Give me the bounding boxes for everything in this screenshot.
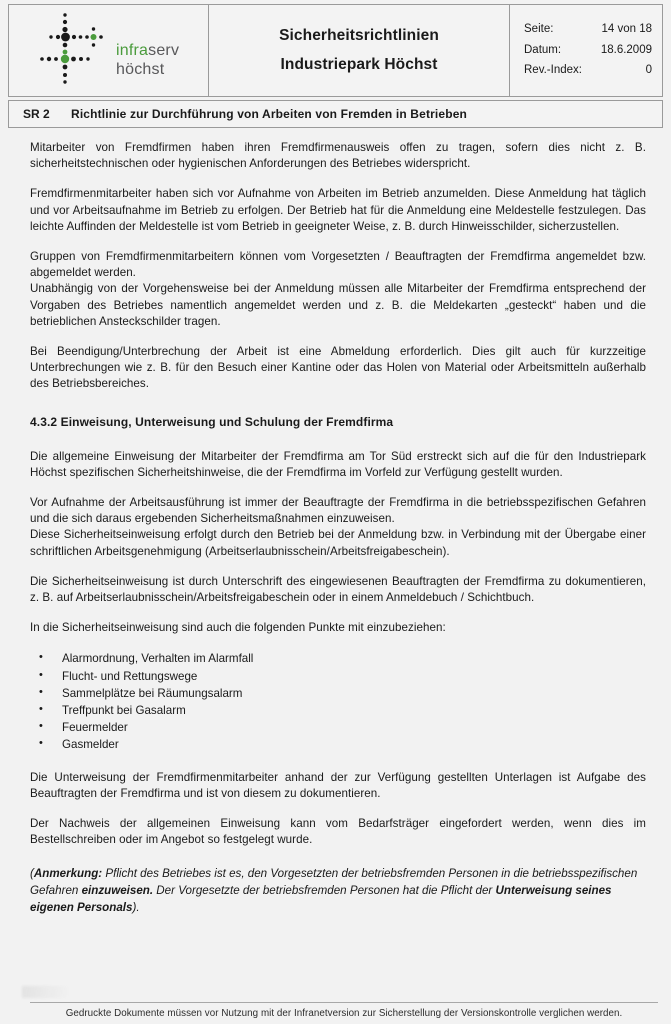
paragraph-11: Die Unterweisung der Fremdfirmenmitarbeiter anhand der zur Verfügung gestellten Unterlagen ist Aufgabe des Beauftragten der Fremdfirma und ist von diesem zu dokumentieren.	[30, 770, 646, 800]
subheader-code: SR 2	[23, 107, 50, 121]
meta-row-date	[524, 45, 652, 57]
footer-text: Gedruckte Dokumente müssen vor Nutzung mit der Infranetversion zur Sicherstellung der Versionskontrolle verglichen werden.	[65, 1008, 623, 1019]
header-meta-cell	[510, 5, 662, 96]
paragraph-9: Die Sicherheitseinweisung ist durch Unterschrift des eingewiesenen Beauftragten der Fremdfirma zu dokumentieren, z. B. auf Arbeitserlaubnisschein/Arbeitsfreigabeschein oder in einem Anmeldebuch / Schichtbuch.	[30, 574, 646, 605]
paragraph-6: Die allgemeine Einweisung der Mitarbeiter der Fremdfirma am Tor Süd erstreckt sich auf die für den Industriepark Höchst spezifischen Sicherheitshinweise, die der Fremdfirma im Vorfeld zur Verfügung gestellt wurden.	[30, 449, 646, 479]
safety-briefing-bullet-list	[30, 650, 646, 753]
logo-wordmark	[116, 41, 179, 79]
remark-note	[30, 865, 646, 916]
note-text-a: Pflicht des Betriebes ist es, den Vorgesetzten der betriebsfremden Personen in die betriebsspezifischen Gefahren	[30, 866, 638, 897]
list-item: • Flucht- und Rettungswege	[30, 668, 646, 685]
note-bold-lead: Anmerkung:	[33, 866, 103, 880]
list-item: • Sammelplätze bei Räumungsalarm	[30, 685, 646, 702]
list-item: • Treffpunkt bei Gasalarm	[30, 702, 646, 719]
note-open-paren: (	[30, 866, 34, 880]
infraserv-logo	[39, 11, 199, 91]
document-body	[30, 140, 646, 916]
meta-label-date: Datum:	[524, 43, 562, 56]
document-title-line-1: Sicherheitsrichtlinien	[279, 27, 439, 45]
paragraph-8: Diese Sicherheitseinweisung erfolgt durch den Betrieb bei der Anmeldung bzw. in Verbindung mit der Übergabe einer schriftlichen Arbeitsgenehmigung (Arbeitserlaubnisschein/Arbeitsfreigabeschein).	[30, 528, 646, 558]
logo-word-infra: infra	[116, 42, 149, 59]
logo-word-hoechst: höchst	[116, 61, 165, 78]
list-item: • Alarmordnung, Verhalten im Alarmfall	[30, 650, 646, 667]
paragraph-12: Der Nachweis der allgemeinen Einweisung kann vom Bedarfsträger eingefordert werden, wenn dies im Bestellschreiben oder im Angebot so festgelegt wurde.	[30, 817, 646, 847]
paragraph-7: Vor Aufnahme der Arbeitsausführung ist immer der Beauftragte der Fremdfirma in die betriebsspezifischen Gefahren und die sich daraus ergebenden Sicherheitsmaßnahmen einzuweisen.	[30, 496, 646, 526]
meta-row-page	[524, 24, 652, 36]
meta-label-revindex: Rev.-Index:	[524, 64, 582, 77]
logo-dot-pattern-icon	[39, 11, 119, 91]
header-title-cell	[209, 5, 510, 96]
list-item: • Gasmelder	[30, 736, 646, 753]
list-item: • Feuermelder	[30, 719, 646, 736]
paragraph-2: Fremdfirmenmitarbeiter haben sich vor Aufnahme von Arbeiten im Betrieb anzumelden. Diese Anmeldung hat täglich und vor Arbeitsaufnahme im Betrieb zu erfolgen. Der Betrieb hat für die Anmeldung eine Meldestelle festzulegen. Das leichte Auffinden der Meldestelle ist vom Betrieb in geeigneter Weise, z. B. durch Hinweisschilder, sicherzustellen.	[30, 187, 646, 233]
paragraph-5: Bei Beendigung/Unterbrechung der Arbeit ist eine Abmeldung erforderlich. Dies gilt auch für kurzzeitige Unterbrechungen wie z. B. für den Besuch einer Kantine oder das Holen von Material oder Arbeitsmitteln außerhalb des Betriebsbereiches.	[30, 345, 646, 391]
meta-label-page: Seite:	[524, 23, 554, 36]
meta-row-revindex	[524, 65, 652, 77]
paragraph-10: In die Sicherheitseinweisung sind auch die folgenden Punkte mit einzubeziehen:	[30, 621, 446, 635]
paragraph-4: Unabhängig von der Vorgehensweise bei der Anmeldung müssen alle Mitarbeiter der Fremdfirma entsprechend der Vorgaben des Betriebes namentlich angemeldet werden und z. B. die Meldekarten „gesteckt“ haben und die betrieblichen Ansteckschilder tragen.	[30, 282, 646, 328]
note-bold-unterweisung: Unterweisung seines eigenen Personals	[30, 883, 612, 914]
scan-artifact	[22, 986, 68, 998]
logo-word-serv: serv	[148, 42, 180, 59]
section-heading-432: 4.3.2 Einweisung, Unterweisung und Schulung der Fremdfirma	[30, 414, 394, 429]
note-text-c: ).	[132, 900, 140, 914]
meta-value-date: 18.6.2009	[600, 43, 652, 56]
footer-divider	[30, 1002, 658, 1003]
subheader-title: Richtlinie zur Durchführung von Arbeiten von Fremden in Betrieben	[71, 107, 467, 121]
paragraph-3: Gruppen von Fremdfirmenmitarbeitern können vom Vorgesetzten / Beauftragten der Fremdfirma angemeldet bzw. abgemeldet werden.	[30, 250, 646, 280]
subheader-bar	[8, 100, 663, 128]
note-text-b: Der Vorgesetzte der betriebsfremden Personen hat die Pflicht der	[153, 883, 496, 897]
meta-value-revindex: 0	[645, 64, 652, 77]
meta-value-page: 14 von 18	[601, 23, 652, 36]
header-logo-cell	[9, 5, 209, 96]
document-header-table	[8, 4, 663, 97]
document-title-line-2: Industriepark Höchst	[280, 55, 438, 73]
paragraph-1: Mitarbeiter von Fremdfirmen haben ihren Fremdfirmenausweis offen zu tragen, sofern dies nicht z. B. sicherheitstechnischen oder hygienischen Anforderungen des Betriebes widerspricht.	[30, 141, 646, 171]
note-bold-einzuweisen: einzuweisen.	[81, 883, 154, 897]
